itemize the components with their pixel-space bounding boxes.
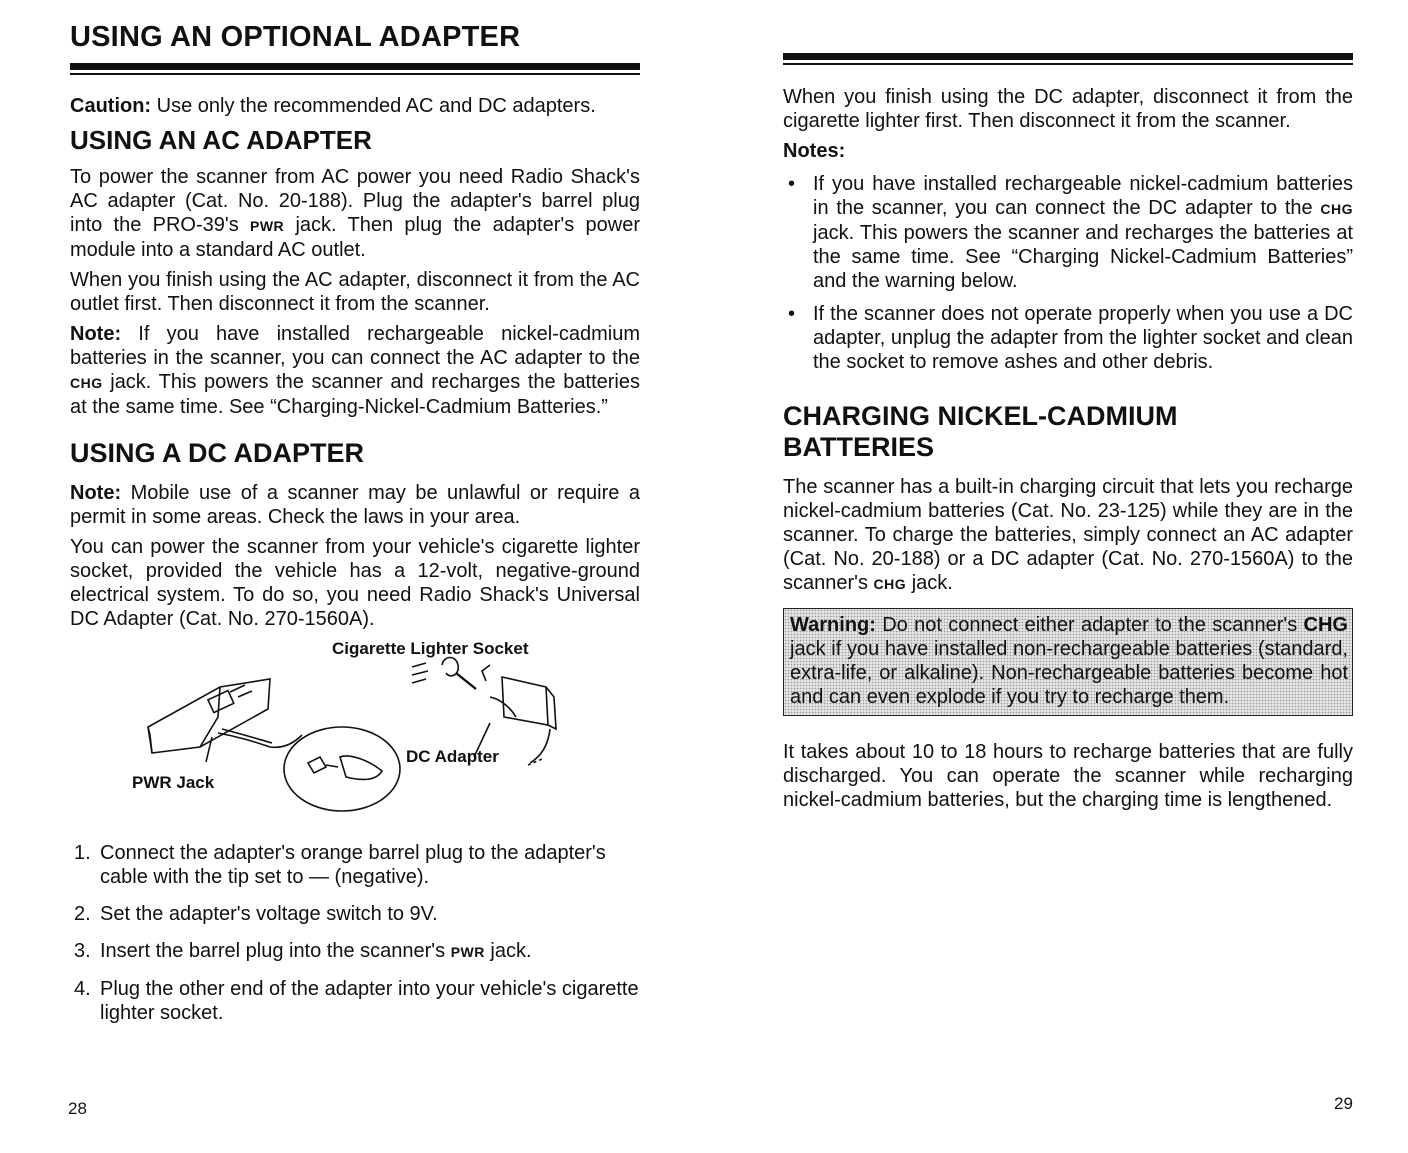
step-number: 1. [74, 842, 91, 865]
list-item [70, 977, 640, 1025]
warning-paragraph [790, 613, 1348, 709]
figure-label-dc-adapter: DC Adapter [406, 747, 499, 767]
note-text: If the scanner does not operate properly when you use a DC adapter, unplug the adapter from the lighter socket and clean the socket to remove ashes and other debris. [813, 303, 1353, 373]
scanner-adapter-illustration [70, 637, 640, 837]
step-number: 3. [74, 940, 91, 963]
chg-label: CHG [873, 576, 907, 592]
ac-note-paragraph [70, 322, 640, 419]
ac-paragraph-2: When you finish using the AC adapter, disconnect it from the AC outlet first. Then disconnect it from the scanner. [70, 268, 640, 315]
warning-box [783, 608, 1353, 716]
dc-adapter-body [502, 677, 548, 725]
charging-heading [783, 401, 1353, 463]
ac-paragraph-1-text: To power the scanner from AC power you need Radio Shack's AC adapter (Cat. No. 20-188). Plug the adapter's barrel plug into the PRO-39's [70, 165, 640, 236]
pwr-jack-pointer [206, 737, 212, 762]
pwr-label: PWR [249, 217, 285, 234]
figure-label-pwr-jack: PWR Jack [132, 773, 215, 793]
note-label: Note: [70, 322, 122, 345]
charging-text-b: jack. [906, 572, 953, 594]
right-page [783, 0, 1353, 812]
dc-adapter-cable [530, 729, 550, 763]
top-rule [783, 53, 1353, 65]
warning-text-b: jack if you have installed non-rechargeable batteries (standard, extra-life, or alkaline). Non-rechargeable batteries become hot and can even explode if you try to recharge them. [790, 638, 1348, 708]
notes-list [783, 172, 1353, 374]
steps-list [70, 841, 640, 1025]
list-item: • If you have installed rechargeable nickel-cadmium batteries in the scanner, you can connect the DC adapter to the CHG jack. This powers the scanner and recharges the batteries at the same time. See “Charging Nickel-Cadmium Batteries” and the warning below. [788, 173, 1353, 292]
chg-label: CHG [70, 374, 103, 391]
lighter-socket [442, 658, 458, 676]
note-text-b: jack. This powers the scanner and recharges the batteries at the same time. See “Charging Nickel-Cadmium Batteries” and the warning below. [813, 222, 1353, 292]
recharge-time-paragraph: It takes about 10 to 18 hours to recharge batteries that are fully discharged. You can operate the scanner while recharging nickel-cadmium batteries, but the charging time is lengthened. [783, 741, 1353, 811]
step-text: Connect the adapter's orange barrel plug to the adapter's cable with the tip set to — (negative). [100, 842, 606, 889]
charging-text: The scanner has a built-in charging circuit that lets you recharge nickel-cadmium batteries (Cat. No. 23-125) while they are in the scanner. To charge the batteries, simply connect an AC adapter (Cat. No. 20-188) or a DC adapter (Cat. No. 270-1560A) to the scanner's [783, 476, 1353, 594]
note-label: Note: [70, 482, 122, 505]
ac-adapter-heading: USING AN AC ADAPTER [70, 125, 372, 156]
chg-label: CHG [1320, 201, 1353, 217]
note-text: If you have installed rechargeable nickel-cadmium batteries in the scanner, you can connect the DC adapter to the [813, 173, 1353, 219]
list-item [70, 841, 640, 889]
barrel-plug [340, 756, 382, 780]
list-item [70, 939, 640, 964]
ac-paragraph-1-text-b: jack. Then plug the adapter's power module into a standard AC outlet. [70, 213, 640, 261]
dc-adapter-pointer [474, 723, 490, 757]
adapter-figure [70, 637, 640, 837]
warning-label: Warning: [790, 614, 876, 636]
ac-note-text-b: jack. This powers the scanner and recharges the batteries at the same time. See “Charging-Nickel-Cadmium Batteries.” [70, 370, 640, 418]
dc-paragraph-1: You can power the scanner from your vehicle's cigarette lighter socket, provided the vehicle has a 12-volt, negative-ground electrical system. To do so, you need Radio Shack's Universal DC Adapter (Cat. No. 270-1560A). [70, 536, 640, 631]
page-number-left: 28 [68, 1099, 87, 1118]
caution-text: Use only the recommended AC and DC adapters. [151, 95, 596, 118]
dc-finish-paragraph: When you finish using the DC adapter, disconnect it from the cigarette lighter first. Then disconnect it from the scanner. [783, 86, 1353, 132]
caution-paragraph [70, 94, 640, 118]
title-rule [70, 63, 640, 75]
list-item: • If the scanner does not operate properly when you use a DC adapter, unplug the adapter from the lighter socket and clean the socket to remove ashes and other debris. [788, 303, 1353, 373]
step-number: 2. [74, 903, 91, 926]
ac-paragraph-1 [70, 165, 640, 262]
chg-label: CHG [1303, 614, 1348, 636]
page-title: USING AN OPTIONAL ADAPTER [70, 21, 521, 53]
step-text-b: jack. [484, 940, 532, 963]
charging-heading-line-2: BATTERIES [783, 432, 935, 462]
step-text: Insert the barrel plug into the scanner's [100, 940, 451, 963]
charging-heading-line-1: CHARGING NICKEL-CADMIUM [783, 401, 1178, 431]
dc-note-paragraph [70, 481, 640, 529]
caution-label: Caution: [70, 95, 152, 118]
notes-label: Notes: [783, 140, 846, 162]
step-number: 4. [74, 978, 91, 1001]
step-text: Set the adapter's voltage switch to 9V. [100, 903, 438, 926]
pwr-label: PWR [450, 944, 485, 961]
left-page [70, 0, 640, 1025]
step-text: Plug the other end of the adapter into your vehicle's cigarette lighter socket. [100, 978, 639, 1025]
warning-text: Do not connect either adapter to the scanner's [875, 614, 1304, 636]
charging-paragraph [783, 475, 1353, 596]
figure-label-socket: Cigarette Lighter Socket [332, 639, 529, 659]
socket-lines [412, 663, 428, 683]
dc-adapter-heading: USING A DC ADAPTER [70, 437, 365, 468]
dc-note-text: Mobile use of a scanner may be unlawful or require a permit in some areas. Check the laws in your area. [70, 482, 640, 529]
list-item [70, 902, 640, 926]
ac-note-text: If you have installed rechargeable nickel-cadmium batteries in the scanner, you can connect the AC adapter to the [70, 322, 640, 369]
zoom-circle [284, 727, 400, 811]
page-number-right: 29 [1334, 1094, 1353, 1113]
